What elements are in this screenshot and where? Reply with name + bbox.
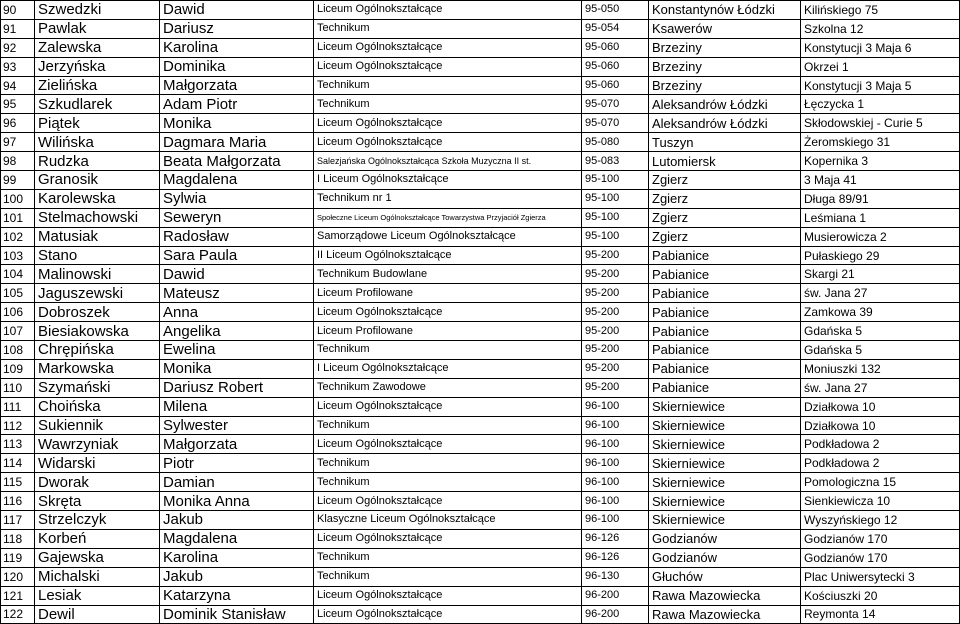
first-name-cell: Mateusz [160,284,314,303]
city-cell: Godzianów [649,529,801,548]
surname-cell: Pawlak [35,19,160,38]
table-row [1,208,960,227]
surname-cell: Karolewska [35,189,160,208]
school-cell: Technikum [314,548,582,567]
row-number-cell: 121 [1,586,35,605]
school-cell: Liceum Ogólnokształcące [314,605,582,624]
first-name-cell: Seweryn [160,208,314,227]
row-number-cell: 98 [1,152,35,171]
table-row [1,435,960,454]
row-number-cell: 92 [1,38,35,57]
school-cell: I Liceum Ogólnokształcące [314,359,582,378]
city-cell: Skierniewice [649,492,801,511]
row-number-cell: 113 [1,435,35,454]
first-name-cell: Sylwester [160,416,314,435]
row-number-cell: 100 [1,189,35,208]
surname-cell: Zielińska [35,76,160,95]
postal-code-cell: 95-200 [582,378,649,397]
surname-cell: Piątek [35,114,160,133]
street-cell: Skłodowskiej - Curie 5 [801,114,960,133]
table-row [1,548,960,567]
street-cell: Pomologiczna 15 [801,473,960,492]
city-cell: Rawa Mazowiecka [649,605,801,624]
street-cell: Zamkowa 39 [801,303,960,322]
school-cell: Technikum Budowlane [314,265,582,284]
first-name-cell: Monika [160,114,314,133]
street-cell: Działkowa 10 [801,416,960,435]
surname-cell: Granosik [35,171,160,190]
street-cell: św. Jana 27 [801,378,960,397]
school-cell: Technikum Zawodowe [314,378,582,397]
table-row [1,586,960,605]
city-cell: Zgierz [649,171,801,190]
postal-code-cell: 95-054 [582,19,649,38]
first-name-cell: Damian [160,473,314,492]
table-row [1,246,960,265]
table-row [1,152,960,171]
postal-code-cell: 96-100 [582,473,649,492]
school-cell: Liceum Profilowane [314,284,582,303]
surname-cell: Korbeń [35,529,160,548]
postal-code-cell: 95-060 [582,57,649,76]
city-cell: Zgierz [649,227,801,246]
school-cell: Klasyczne Liceum Ogólnokształcące [314,511,582,530]
postal-code-cell: 95-200 [582,322,649,341]
school-cell: Technikum nr 1 [314,189,582,208]
row-number-cell: 108 [1,341,35,360]
city-cell: Pabianice [649,303,801,322]
city-cell: Zgierz [649,189,801,208]
first-name-cell: Dawid [160,265,314,284]
postal-code-cell: 96-200 [582,605,649,624]
table-row [1,284,960,303]
city-cell: Pabianice [649,284,801,303]
surname-cell: Stano [35,246,160,265]
postal-code-cell: 95-070 [582,114,649,133]
school-cell: Liceum Ogólnokształcące [314,397,582,416]
street-cell: Podkładowa 2 [801,454,960,473]
city-cell: Pabianice [649,322,801,341]
row-number-cell: 96 [1,114,35,133]
street-cell: Moniuszki 132 [801,359,960,378]
row-number-cell: 99 [1,171,35,190]
street-cell: Kopernika 3 [801,152,960,171]
first-name-cell: Ewelina [160,341,314,360]
row-number-cell: 95 [1,95,35,114]
first-name-cell: Angelika [160,322,314,341]
table-row [1,567,960,586]
row-number-cell: 102 [1,227,35,246]
school-cell: Liceum Ogólnokształcące [314,529,582,548]
table-row [1,492,960,511]
city-cell: Ksawerów [649,19,801,38]
postal-code-cell: 95-200 [582,246,649,265]
row-number-cell: 104 [1,265,35,284]
postal-code-cell: 95-200 [582,359,649,378]
school-cell: Technikum [314,95,582,114]
table-row [1,114,960,133]
city-cell: Godzianów [649,548,801,567]
first-name-cell: Piotr [160,454,314,473]
surname-cell: Michalski [35,567,160,586]
school-cell: Technikum [314,19,582,38]
surname-cell: Choińska [35,397,160,416]
first-name-cell: Milena [160,397,314,416]
street-cell: Skargi 21 [801,265,960,284]
school-cell: Technikum [314,567,582,586]
city-cell: Pabianice [649,341,801,360]
school-cell: Liceum Ogólnokształcące [314,586,582,605]
table-row [1,416,960,435]
row-number-cell: 120 [1,567,35,586]
table-row [1,171,960,190]
table-row [1,605,960,624]
table-row [1,38,960,57]
table-row [1,341,960,360]
row-number-cell: 119 [1,548,35,567]
row-number-cell: 103 [1,246,35,265]
city-cell: Pabianice [649,246,801,265]
surname-cell: Sukiennik [35,416,160,435]
row-number-cell: 106 [1,303,35,322]
surname-cell: Chrępińska [35,341,160,360]
street-cell: Długa 89/91 [801,189,960,208]
postal-code-cell: 96-200 [582,586,649,605]
school-cell: I Liceum Ogólnokształcące [314,171,582,190]
first-name-cell: Dariusz Robert [160,378,314,397]
street-cell: Gdańska 5 [801,341,960,360]
first-name-cell: Karolina [160,38,314,57]
table-row [1,397,960,416]
postal-code-cell: 96-100 [582,397,649,416]
table-row [1,19,960,38]
row-number-cell: 117 [1,511,35,530]
table-row [1,322,960,341]
postal-code-cell: 95-200 [582,265,649,284]
postal-code-cell: 95-050 [582,1,649,20]
first-name-cell: Magdalena [160,529,314,548]
table-row [1,76,960,95]
postal-code-cell: 95-060 [582,38,649,57]
school-cell: Technikum [314,416,582,435]
first-name-cell: Anna [160,303,314,322]
table-row [1,303,960,322]
surname-cell: Gajewska [35,548,160,567]
street-cell: Godzianów 170 [801,548,960,567]
row-number-cell: 122 [1,605,35,624]
row-number-cell: 118 [1,529,35,548]
city-cell: Głuchów [649,567,801,586]
surname-cell: Szwedzki [35,1,160,20]
first-name-cell: Magdalena [160,171,314,190]
street-cell: Musierowicza 2 [801,227,960,246]
school-cell: Liceum Profilowane [314,322,582,341]
city-cell: Zgierz [649,208,801,227]
surname-cell: Markowska [35,359,160,378]
school-cell: Liceum Ogólnokształcące [314,133,582,152]
postal-code-cell: 95-200 [582,284,649,303]
city-cell: Lutomiersk [649,152,801,171]
surname-cell: Rudzka [35,152,160,171]
row-number-cell: 91 [1,19,35,38]
school-cell: Liceum Ogólnokształcące [314,1,582,20]
postal-code-cell: 96-100 [582,454,649,473]
city-cell: Skierniewice [649,397,801,416]
row-number-cell: 105 [1,284,35,303]
surname-cell: Skręta [35,492,160,511]
surname-cell: Jerzyńska [35,57,160,76]
city-cell: Brzeziny [649,57,801,76]
table-row [1,1,960,20]
city-cell: Skierniewice [649,435,801,454]
school-cell: Liceum Ogólnokształcące [314,492,582,511]
city-cell: Skierniewice [649,473,801,492]
postal-code-cell: 96-126 [582,529,649,548]
surname-cell: Szymański [35,378,160,397]
surname-cell: Stelmachowski [35,208,160,227]
first-name-cell: Radosław [160,227,314,246]
school-cell: Liceum Ogólnokształcące [314,38,582,57]
postal-code-cell: 95-100 [582,189,649,208]
row-number-cell: 116 [1,492,35,511]
street-cell: Konstytucji 3 Maja 5 [801,76,960,95]
street-cell: Gdańska 5 [801,322,960,341]
row-number-cell: 114 [1,454,35,473]
surname-cell: Dobroszek [35,303,160,322]
school-cell: Technikum [314,76,582,95]
school-cell: Samorządowe Liceum Ogólnokształcące [314,227,582,246]
first-name-cell: Dominika [160,57,314,76]
city-cell: Pabianice [649,359,801,378]
first-name-cell: Monika [160,359,314,378]
table-row [1,529,960,548]
postal-code-cell: 95-200 [582,303,649,322]
surname-cell: Biesiakowska [35,322,160,341]
first-name-cell: Adam Piotr [160,95,314,114]
street-cell: Plac Uniwersytecki 3 [801,567,960,586]
postal-code-cell: 96-130 [582,567,649,586]
surname-cell: Dworak [35,473,160,492]
city-cell: Pabianice [649,378,801,397]
street-cell: Reymonta 14 [801,605,960,624]
postal-code-cell: 96-100 [582,511,649,530]
city-cell: Skierniewice [649,454,801,473]
first-name-cell: Monika Anna [160,492,314,511]
table-row [1,133,960,152]
school-cell: Społeczne Liceum Ogólnokształcące Towarzystwa Przyjaciół Zgierza [314,208,582,227]
school-cell: Liceum Ogólnokształcące [314,57,582,76]
street-cell: Łęczycka 1 [801,95,960,114]
street-cell: Kościuszki 20 [801,586,960,605]
postal-code-cell: 96-100 [582,435,649,454]
postal-code-cell: 95-200 [582,341,649,360]
postal-code-cell: 96-126 [582,548,649,567]
row-number-cell: 115 [1,473,35,492]
surname-cell: Szkudlarek [35,95,160,114]
street-cell: Żeromskiego 31 [801,133,960,152]
postal-code-cell: 95-083 [582,152,649,171]
city-cell: Skierniewice [649,511,801,530]
table-row [1,359,960,378]
row-number-cell: 97 [1,133,35,152]
school-cell: Technikum [314,473,582,492]
city-cell: Pabianice [649,265,801,284]
surname-cell: Strzelczyk [35,511,160,530]
school-cell: Technikum [314,454,582,473]
row-number-cell: 93 [1,57,35,76]
street-cell: Godzianów 170 [801,529,960,548]
first-name-cell: Katarzyna [160,586,314,605]
first-name-cell: Sylwia [160,189,314,208]
table-row [1,473,960,492]
table-row [1,511,960,530]
surname-cell: Zalewska [35,38,160,57]
first-name-cell: Beata Małgorzata [160,152,314,171]
row-number-cell: 90 [1,1,35,20]
school-cell: Liceum Ogólnokształcące [314,303,582,322]
table-row [1,227,960,246]
row-number-cell: 110 [1,378,35,397]
city-cell: Aleksandrów Łódzki [649,95,801,114]
table-row [1,189,960,208]
row-number-cell: 111 [1,397,35,416]
street-cell: Okrzei 1 [801,57,960,76]
school-cell: Liceum Ogólnokształcące [314,114,582,133]
street-cell: Konstytucji 3 Maja 6 [801,38,960,57]
school-cell: Salezjańska Ogólnokształcąca Szkoła Muzyczna II st. [314,152,582,171]
row-number-cell: 94 [1,76,35,95]
postal-code-cell: 96-100 [582,492,649,511]
surname-cell: Widarski [35,454,160,473]
street-cell: 3 Maja 41 [801,171,960,190]
first-name-cell: Dawid [160,1,314,20]
table-row [1,265,960,284]
city-cell: Rawa Mazowiecka [649,586,801,605]
city-cell: Brzeziny [649,38,801,57]
school-cell: Technikum [314,341,582,360]
row-number-cell: 101 [1,208,35,227]
first-name-cell: Małgorzata [160,76,314,95]
street-cell: Sienkiewicza 10 [801,492,960,511]
row-number-cell: 112 [1,416,35,435]
postal-code-cell: 95-100 [582,171,649,190]
table-row [1,57,960,76]
surname-cell: Lesiak [35,586,160,605]
city-cell: Konstantynów Łódzki [649,1,801,20]
first-name-cell: Jakub [160,567,314,586]
table-row [1,454,960,473]
postal-code-cell: 95-080 [582,133,649,152]
surname-cell: Dewil [35,605,160,624]
street-cell: Wyszyńskiego 12 [801,511,960,530]
first-name-cell: Dagmara Maria [160,133,314,152]
first-name-cell: Dariusz [160,19,314,38]
surname-cell: Wilińska [35,133,160,152]
postal-code-cell: 95-060 [582,76,649,95]
row-number-cell: 109 [1,359,35,378]
first-name-cell: Dominik Stanisław [160,605,314,624]
street-cell: Kilińskiego 75 [801,1,960,20]
postal-code-cell: 95-100 [582,208,649,227]
row-number-cell: 107 [1,322,35,341]
first-name-cell: Jakub [160,511,314,530]
surname-cell: Malinowski [35,265,160,284]
postal-code-cell: 95-100 [582,227,649,246]
table-row [1,95,960,114]
street-cell: Pułaskiego 29 [801,246,960,265]
city-cell: Brzeziny [649,76,801,95]
first-name-cell: Małgorzata [160,435,314,454]
postal-code-cell: 96-100 [582,416,649,435]
street-cell: św. Jana 27 [801,284,960,303]
surname-cell: Jaguszewski [35,284,160,303]
street-cell: Działkowa 10 [801,397,960,416]
school-cell: II Liceum Ogólnokształcące [314,246,582,265]
table-row [1,378,960,397]
street-cell: Leśmiana 1 [801,208,960,227]
city-cell: Skierniewice [649,416,801,435]
city-cell: Tuszyn [649,133,801,152]
street-cell: Szkolna 12 [801,19,960,38]
surname-cell: Wawrzyniak [35,435,160,454]
school-cell: Liceum Ogólnokształcące [314,435,582,454]
city-cell: Aleksandrów Łódzki [649,114,801,133]
surname-cell: Matusiak [35,227,160,246]
street-cell: Podkładowa 2 [801,435,960,454]
first-name-cell: Karolina [160,548,314,567]
postal-code-cell: 95-070 [582,95,649,114]
first-name-cell: Sara Paula [160,246,314,265]
